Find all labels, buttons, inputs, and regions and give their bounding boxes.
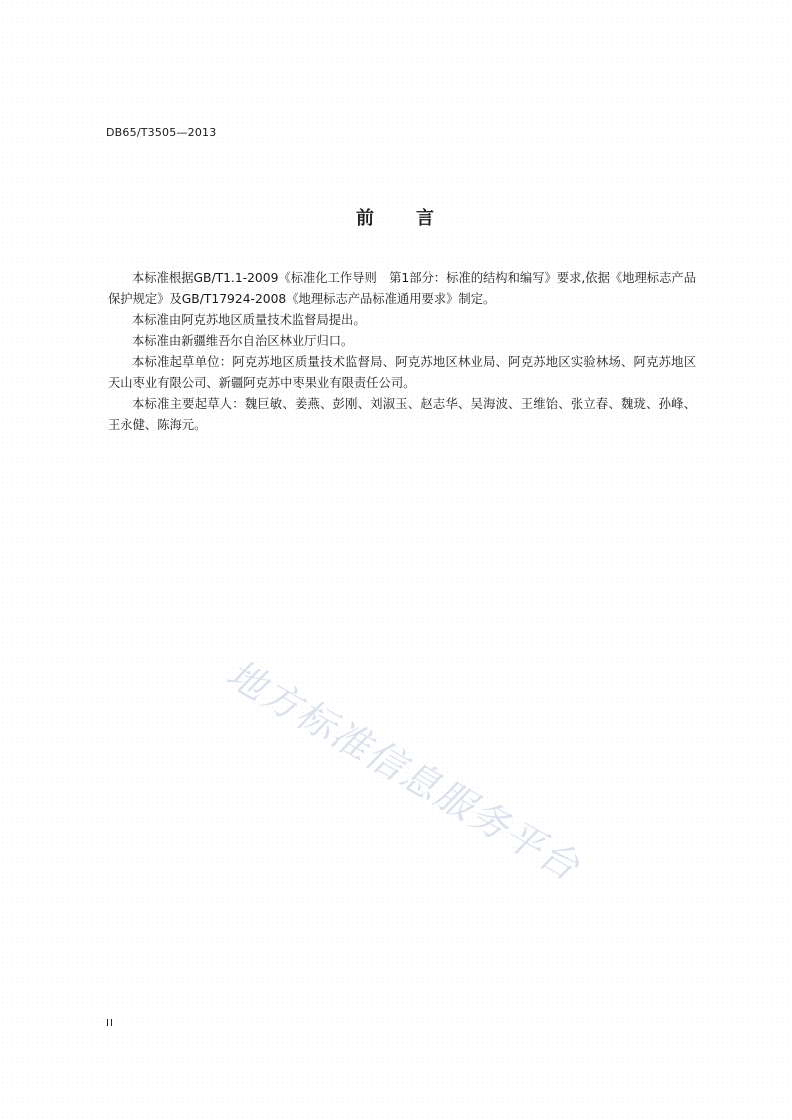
section-title-char-2: 言 <box>416 208 436 229</box>
paragraph-drafting-units: 本标准起草单位：阿克苏地区质量技术监督局、阿克苏地区林业局、阿克苏地区实验林场、阿克苏地区天山枣业有限公司、新疆阿克苏中枣果业有限责任公司。 <box>108 355 696 390</box>
document-code: DB65/T3505—2013 <box>106 126 217 139</box>
page-number: II <box>106 1018 114 1029</box>
foreword-body <box>108 268 696 436</box>
section-title-char-1: 前 <box>356 208 376 229</box>
paragraph-drafters: 本标准主要起草人：魏巨敏、姜燕、彭刚、刘淑玉、赵志华、吴海波、王维饴、张立春、魏珑、孙峰、王永健、陈海元。 <box>108 397 696 432</box>
paragraph-administrator: 本标准由新疆维吾尔自治区林业厅归口。 <box>132 334 354 348</box>
watermark-text: 地方标准信息服务平台 <box>219 651 588 890</box>
paragraph-proposer: 本标准由阿克苏地区质量技术监督局提出。 <box>132 313 366 327</box>
paragraph-basis: 本标准根据GB/T1.1-2009《标准化工作导则 第1部分：标准的结构和编写》要求,依据《地理标志产品保护规定》及GB/T17924-2008《地理标志产品标准通用要求》制定。 <box>108 271 696 306</box>
section-title <box>0 204 792 230</box>
